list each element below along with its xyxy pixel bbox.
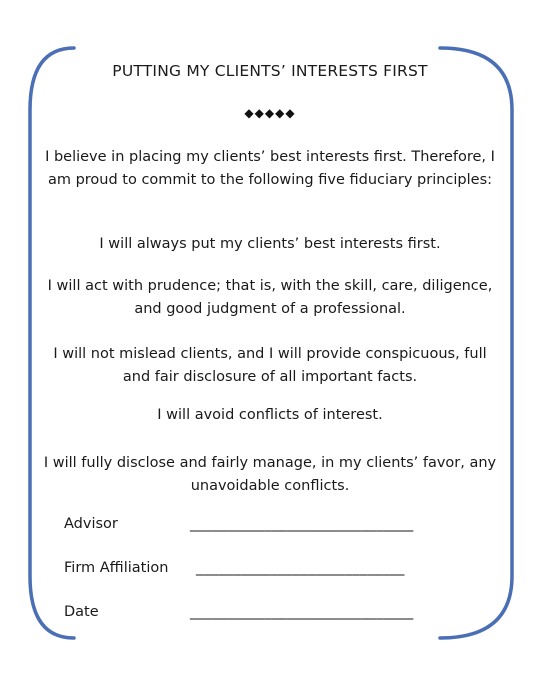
- date-row: [64, 604, 444, 626]
- intro-paragraph: I believe in placing my clients’ best interests first. Therefore, I am proud to commit to the following five fiduciary principles:: [45, 149, 495, 188]
- principle-1: I will always put my clients’ best interests first.: [99, 236, 441, 252]
- advisor-signature-line: ______________________________: [190, 516, 414, 532]
- advisor-signature-row: [64, 516, 444, 538]
- firm-affiliation-row: [64, 560, 444, 582]
- advisor-label: Advisor: [64, 516, 118, 532]
- firm-affiliation-label: Firm Affiliation: [64, 560, 169, 576]
- principle-3: I will not mislead clients, and I will provide conspicuous, full and fair disclosure of all important facts.: [53, 346, 487, 385]
- document-title: PUTTING MY CLIENTS’ INTERESTS FIRST: [112, 62, 428, 80]
- firm-affiliation-line: ____________________________: [196, 560, 405, 576]
- principle-5: I will fully disclose and fairly manage, in my clients’ favor, any unavoidable conflicts.: [43, 455, 497, 494]
- principle-4: I will avoid conflicts of interest.: [157, 407, 383, 423]
- date-label: Date: [64, 604, 99, 620]
- diamond-ornament: ◆◆◆◆◆: [244, 106, 296, 120]
- date-signature-line: ______________________________: [190, 604, 414, 620]
- principle-2: I will act with prudence; that is, with the skill, care, diligence, and good judgment of a professional.: [47, 278, 493, 317]
